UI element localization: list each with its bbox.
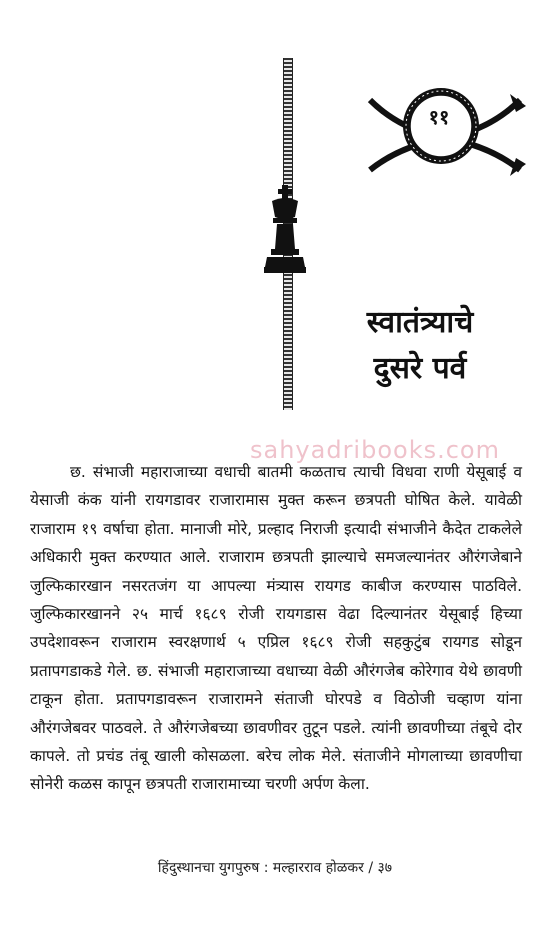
page-footer: हिंदुस्थानचा युगपुरुष : मल्हारराव होळकर / ३७ [157, 860, 393, 876]
chapter-title-line-1: स्वातंत्र्याचे [366, 305, 474, 340]
chess-piece-icon [262, 185, 308, 275]
chapter-title [330, 300, 510, 392]
watermark: sahyadribooks.com [250, 436, 500, 464]
body-paragraph: छ. संभाजी महाराजाच्या वधाची बातमी कळताच त्याची विधवा राणी येसूबाई व येसाजी कंक यांनी रायगडावर राजारामास मुक्त करून छत्रपती घोषित केले. यावेळी राजाराम १९ वर्षाचा होता. मानाजी मोरे, प्रल्हाद निराजी इत्यादी संभाजीने कैदेत टाकलेले अधिकारी मुक्त करण्यात आले. राजाराम छत्रपती झाल्याचे समजल्यानंतर औरंगजेबाने जुल्फिकारखान नसरतजंग या आपल्या मंत्र्यास रायगड काबीज करण्यास पाठविले. जुल्फिकारखानने २५ मार्च १६८९ रोजी रायगडास वेढा दिल्यानंतर येसूबाई हिच्या उपदेशावरून राजाराम स्वरक्षणार्थ ५ एप्रिल १६८९ रोजी सहकुटुंब रायगड सोडून प्रतापगडाकडे गेले. छ. संभाजी महाराजाच्या वधाच्या वेळी औरंगजेब कोरेगाव येथे छावणी टाकून होता. प्रतापगडावरून राजारामने संताजी घोरपडे व विठोजी चव्हाण यांना औरंगजेबवर पाठवले. ते औरंगजेबच्या छावणीवर तुटून पडले. त्यांनी छावणीच्या तंबूचे दोर कापले. तो प्रचंड तंबू खाली कोसळला. बरेच लोक मेले. संताजीने मोगलाच्या छावणीचा सोनेरी कळस कापून छत्रपती राजारामाच्या चरणी अर्पण केला. [30, 463, 522, 794]
chapter-title-line-2: दुसरे पर्व [373, 351, 467, 386]
chapter-number: ११ [428, 105, 450, 129]
crossed-swords-emblem-icon [360, 78, 530, 198]
